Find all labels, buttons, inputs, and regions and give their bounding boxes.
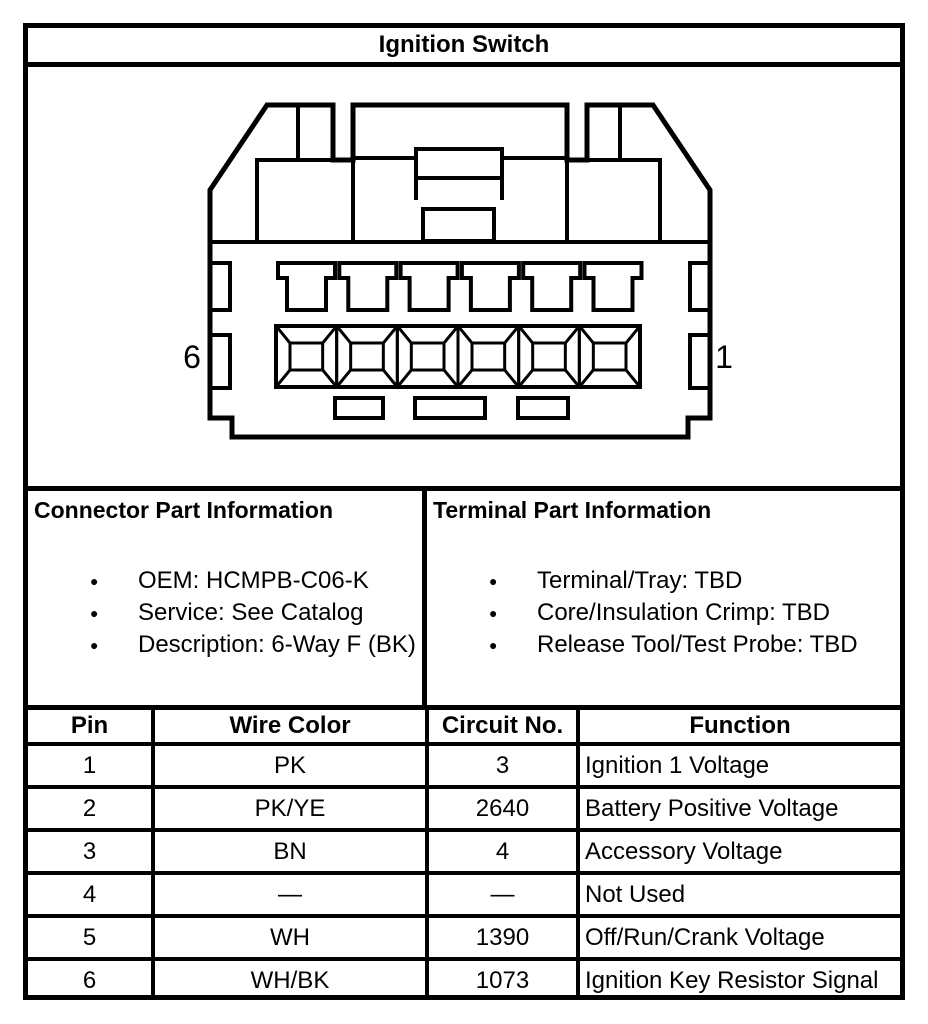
list-item-text: Service: See Catalog <box>138 599 364 626</box>
terminal-info-list <box>427 565 900 661</box>
left-pocket <box>210 263 230 310</box>
latch <box>416 149 502 198</box>
terminal-cavities <box>276 326 640 387</box>
bullet-icon: ● <box>489 637 498 653</box>
circuit-no-cell: 1390 <box>427 916 578 959</box>
terminal-slot <box>462 263 519 310</box>
pin-cell: 4 <box>28 873 153 916</box>
terminal-slot <box>523 263 580 310</box>
list-item-text: Description: 6-Way F (BK) <box>138 631 416 658</box>
function-cell: Ignition 1 Voltage <box>578 744 900 787</box>
table-row <box>28 830 900 873</box>
function-cell: Not Used <box>578 873 900 916</box>
list-item-text: OEM: HCMPB-C06-K <box>138 567 369 594</box>
bottom-slot <box>518 398 568 418</box>
bottom-slot <box>335 398 383 418</box>
function-cell: Off/Run/Crank Voltage <box>578 916 900 959</box>
connector-shoulder-lines <box>210 105 710 242</box>
terminal-cavity <box>519 326 580 387</box>
table-row <box>28 744 900 787</box>
table-row <box>28 916 900 959</box>
terminal-slot <box>401 263 458 310</box>
pin-table-header-row <box>28 710 900 744</box>
part-information-section <box>28 491 900 710</box>
page-title: Ignition Switch <box>378 31 550 58</box>
circuit-no-cell: — <box>427 873 578 916</box>
bottom-slot <box>415 398 485 418</box>
col-header-pin: Pin <box>28 710 153 744</box>
document-frame <box>23 23 905 1000</box>
list-item <box>427 597 900 629</box>
pin-cell: 2 <box>28 787 153 830</box>
list-item-text: Release Tool/Test Probe: TBD <box>537 631 858 658</box>
list-item-text: Terminal/Tray: TBD <box>537 567 743 594</box>
terminal-slots <box>278 263 642 310</box>
terminal-cavity <box>337 326 398 387</box>
list-item-text: Core/Insulation Crimp: TBD <box>537 599 830 626</box>
function-cell: Accessory Voltage <box>578 830 900 873</box>
wire-color-cell: PK <box>153 744 427 787</box>
pin-label-right: 1 <box>715 339 733 375</box>
col-header-function: Function <box>578 710 900 744</box>
list-item <box>427 565 900 597</box>
circuit-no-cell: 4 <box>427 830 578 873</box>
table-row <box>28 787 900 830</box>
wire-color-cell: WH/BK <box>153 959 427 1000</box>
wire-color-cell: — <box>153 873 427 916</box>
terminal-cavity <box>276 326 337 387</box>
circuit-no-cell: 2640 <box>427 787 578 830</box>
bullet-icon: ● <box>90 637 99 653</box>
bullet-icon: ● <box>90 573 99 589</box>
right-pocket <box>690 263 710 310</box>
connector-part-information <box>28 491 427 705</box>
wire-color-cell: BN <box>153 830 427 873</box>
table-row <box>28 873 900 916</box>
bullet-icon: ● <box>489 573 498 589</box>
title-bar <box>28 28 900 67</box>
terminal-info-heading: Terminal Part Information <box>433 497 712 523</box>
table-row <box>28 959 900 1000</box>
left-pocket <box>210 335 230 388</box>
terminal-cavity <box>397 326 458 387</box>
terminal-slot <box>585 263 642 310</box>
pin-label-left: 6 <box>183 339 201 375</box>
list-item <box>427 629 900 661</box>
connector-face-diagram <box>28 67 900 486</box>
terminal-cavity <box>579 326 640 387</box>
bullet-icon: ● <box>90 605 99 621</box>
circuit-no-cell: 3 <box>427 744 578 787</box>
circuit-no-cell: 1073 <box>427 959 578 1000</box>
pin-cell: 5 <box>28 916 153 959</box>
bullet-icon: ● <box>489 605 498 621</box>
terminal-cavity <box>458 326 519 387</box>
connector-diagram-section <box>28 67 900 491</box>
latch-slot <box>423 209 494 241</box>
pin-table <box>28 710 900 1000</box>
col-header-circuit-no: Circuit No. <box>427 710 578 744</box>
pin-table-body <box>28 744 900 1000</box>
terminal-slot <box>278 263 335 310</box>
function-cell: Battery Positive Voltage <box>578 787 900 830</box>
function-cell: Ignition Key Resistor Signal <box>578 959 900 1000</box>
pin-cell: 1 <box>28 744 153 787</box>
pin-table-section <box>28 710 900 1000</box>
pin-cell: 3 <box>28 830 153 873</box>
list-item <box>28 629 422 661</box>
connector-info-heading: Connector Part Information <box>34 497 334 523</box>
bottom-slots <box>335 398 568 418</box>
col-header-wire-color: Wire Color <box>153 710 427 744</box>
wire-color-cell: WH <box>153 916 427 959</box>
right-pocket <box>690 335 710 388</box>
connector-info-list <box>28 565 422 661</box>
list-item <box>28 597 422 629</box>
list-item <box>28 565 422 597</box>
wire-color-cell: PK/YE <box>153 787 427 830</box>
pin-cell: 6 <box>28 959 153 1000</box>
terminal-slot <box>339 263 396 310</box>
terminal-part-information <box>427 491 900 705</box>
